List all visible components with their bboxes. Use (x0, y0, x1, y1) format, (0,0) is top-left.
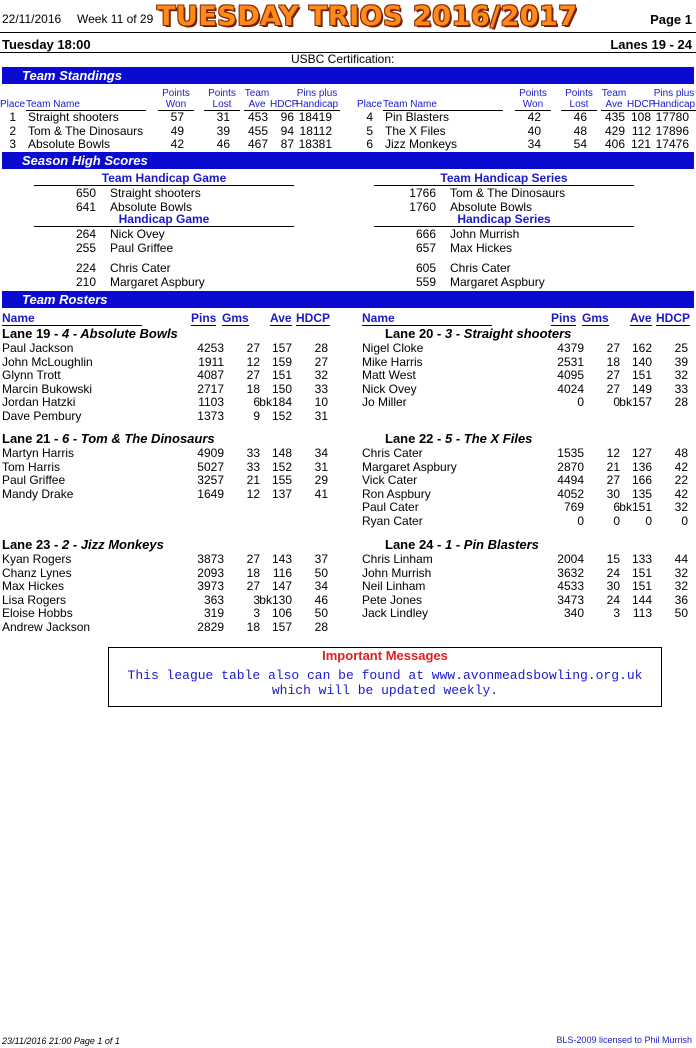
player-average: 162 (631, 341, 652, 355)
player-average: 157 (271, 341, 292, 355)
player-games: 27 (246, 579, 260, 593)
team-hcp-series-score: 1760 (409, 199, 436, 214)
header-points-won-1: Points (519, 88, 547, 99)
standings-pins-plus: 17476 (655, 137, 689, 151)
scratch-series-score: 605 (415, 261, 436, 275)
player-average: bk151 (619, 500, 652, 514)
lane-number: Lane 20 - (385, 326, 442, 341)
player-games: 30 (606, 486, 620, 501)
header-team-ave-1: Team (601, 88, 627, 99)
scratch-game-name: Margaret Aspbury (110, 274, 205, 289)
player-average: 143 (271, 552, 292, 566)
player-name: Pete Jones (362, 592, 423, 607)
messages-title: Important Messages (322, 648, 448, 663)
header-team-name: Team Name (26, 99, 146, 111)
player-handicap: 32 (674, 368, 688, 382)
standings-points-lost: 48 (573, 123, 587, 138)
standings-points-lost: 46 (216, 137, 230, 151)
day-time: Tuesday 18:00 (2, 37, 91, 52)
player-handicap: 32 (674, 565, 688, 580)
player-games: 27 (606, 381, 620, 396)
player-games: 9 (253, 408, 260, 423)
team-hcp-series-name: Tom & The Dinosaurs (450, 186, 566, 200)
player-average: 149 (631, 381, 652, 396)
team-hcp-series-title: Team Handicap Series (440, 171, 568, 185)
hcp-game-name: Paul Griffee (110, 240, 174, 255)
player-pins: 1535 (557, 446, 584, 460)
standings-points-lost: 46 (573, 110, 587, 124)
messages-line1: This league table also can be found at www.avonmeadsbowling.org.uk (127, 668, 643, 683)
player-games: 18 (246, 565, 260, 580)
standings-points-won: 49 (170, 123, 184, 138)
report-date: 22/11/2016 (2, 12, 62, 26)
player-name: Kyan Rogers (2, 552, 72, 566)
lane-team-name: 1 - Pin Blasters (444, 537, 539, 552)
player-pins: 3632 (557, 565, 584, 580)
scratch-series-name: Margaret Aspbury (450, 274, 545, 289)
standings-place: 1 (9, 110, 16, 124)
player-average: 151 (271, 368, 292, 382)
header-points-won-1: Points (162, 88, 190, 99)
standings-team-ave: 429 (604, 123, 625, 138)
player-games: 15 (606, 552, 620, 566)
player-name: Eloise Hobbs (2, 606, 73, 620)
player-pins: 1103 (198, 395, 224, 409)
player-games: 21 (606, 459, 620, 474)
player-name: Lisa Rogers (2, 592, 67, 607)
player-name: Neil Linham (362, 579, 426, 593)
header-hdcp: HDCP (270, 99, 299, 110)
player-handicap: 28 (314, 341, 328, 355)
standings-points-lost: 39 (216, 123, 230, 138)
header-place: Place (0, 99, 26, 110)
roster-header-hdcp: HDCP (296, 311, 331, 325)
standings-hdcp: 112 (631, 123, 651, 138)
player-pins: 5027 (197, 459, 224, 474)
standings-points-won: 42 (170, 137, 184, 151)
player-handicap: 29 (314, 473, 328, 487)
player-name: Max Hickes (2, 579, 65, 593)
lane-number: Lane 19 - (2, 326, 59, 341)
player-name: Chanz Lynes (2, 565, 72, 580)
player-pins: 3257 (197, 473, 224, 487)
player-name: Mike Harris (362, 354, 423, 369)
player-handicap: 32 (674, 579, 688, 593)
player-games: 24 (606, 592, 620, 607)
player-pins: 2004 (557, 552, 584, 566)
player-pins: 1373 (197, 408, 224, 423)
lane-heading (2, 431, 215, 446)
roster-header-name: Name (362, 311, 492, 326)
player-name: Tom Harris (2, 459, 61, 474)
player-name: Dave Pembury (2, 408, 82, 423)
player-average: 151 (631, 368, 652, 382)
standings-team-name: Pin Blasters (385, 110, 450, 124)
standings-hdcp: 94 (280, 123, 294, 138)
lane-heading (2, 326, 178, 341)
player-average: 151 (631, 579, 652, 593)
player-name: Jack Lindley (362, 606, 429, 620)
player-pins: 2717 (197, 381, 224, 396)
player-handicap: 27 (314, 354, 328, 369)
player-name: Jo Miller (362, 395, 407, 409)
player-games: 27 (606, 341, 620, 355)
scratch-game-score: 224 (75, 261, 96, 275)
player-handicap: 36 (674, 592, 688, 607)
hcp-series-title: Handicap Series (457, 212, 551, 226)
player-name: Chris Cater (362, 446, 423, 460)
lane-number: Lane 24 - (385, 537, 442, 552)
team-hcp-game-name: Absolute Bowls (110, 199, 193, 214)
lane-number: Lane 21 - (2, 431, 59, 446)
lane-team-name: 2 - Jizz Monkeys (61, 537, 164, 552)
player-average: 157 (271, 619, 292, 634)
player-average: 152 (271, 459, 292, 474)
player-average: 150 (271, 381, 292, 396)
standings-hdcp: 121 (630, 137, 651, 151)
player-handicap: 34 (314, 446, 328, 460)
header-team-ave-2: Ave (601, 99, 627, 111)
player-average: bk130 (259, 592, 292, 607)
player-pins: 2870 (557, 459, 584, 474)
player-games: 24 (606, 565, 620, 580)
player-pins: 0 (577, 513, 584, 528)
player-average: 113 (632, 606, 652, 620)
player-games: 30 (606, 579, 620, 593)
standings-hdcp: 96 (280, 110, 294, 124)
high-scores-bar (2, 152, 694, 169)
player-pins: 4024 (557, 381, 584, 396)
player-pins: 3973 (197, 579, 224, 593)
player-games: 27 (606, 368, 620, 382)
standings-team-name: The X Files (385, 123, 446, 138)
player-name: Chris Linham (362, 552, 433, 566)
player-pins: 1911 (198, 354, 224, 369)
player-pins: 769 (563, 500, 584, 514)
lane-team-name: 3 - Straight shooters (444, 326, 572, 341)
team-hcp-game-score: 641 (75, 199, 96, 214)
player-games: 0 (613, 513, 620, 528)
header-points-lost-1: Points (208, 88, 236, 99)
header-points-lost-2: Lost (204, 99, 240, 111)
rosters-bar (2, 291, 694, 308)
player-handicap: 22 (674, 473, 688, 487)
player-handicap: 50 (314, 565, 328, 580)
player-handicap: 37 (314, 552, 328, 566)
player-name: Paul Griffee (2, 473, 66, 487)
player-average: 159 (271, 354, 292, 369)
player-handicap: 42 (674, 459, 688, 474)
standings-pins-plus: 17780 (655, 110, 689, 124)
standings-bar (2, 67, 694, 84)
roster-header-ave: Ave (630, 311, 652, 325)
team-hcp-game-score: 650 (75, 186, 96, 200)
player-games: 3 (253, 606, 260, 620)
player-pins: 4533 (557, 579, 584, 593)
lane-heading (385, 537, 539, 552)
player-average: 137 (271, 486, 292, 501)
player-games: 0 (613, 395, 620, 409)
standings-points-lost: 54 (573, 137, 587, 151)
roster-header-pins: Pins (191, 311, 217, 325)
header-pins-plus-2: Handicap (295, 99, 339, 110)
page-number: Page 1 (650, 12, 692, 27)
standings-place: 3 (9, 137, 16, 151)
player-name: Vick Cater (362, 473, 418, 487)
player-name: Ron Aspbury (362, 486, 431, 501)
player-games: 12 (246, 486, 260, 501)
header-hdcp: HDCP (627, 99, 656, 110)
player-games: 27 (246, 552, 260, 566)
standings-hdcp: 87 (280, 137, 294, 151)
player-pins: 4253 (197, 341, 224, 355)
player-name: Paul Cater (362, 500, 419, 514)
player-average: 127 (631, 446, 652, 460)
player-name: John Murrish (362, 565, 432, 580)
hcp-series-name: Max Hickes (450, 240, 513, 255)
standings-team-name: Straight shooters (28, 110, 119, 124)
scratch-series-name: Chris Cater (450, 261, 511, 275)
hcp-series-score: 666 (415, 227, 436, 241)
player-name: Jordan Hatzki (2, 395, 76, 409)
hcp-series-score: 657 (415, 240, 436, 255)
header-team-ave-1: Team (244, 88, 270, 99)
player-average: bk184 (259, 395, 292, 409)
standings-pins-plus: 18381 (298, 137, 332, 151)
standings-hdcp: 108 (630, 110, 651, 124)
player-pins: 363 (203, 592, 224, 607)
league-title: TUESDAY TRIOS 2016/2017 (157, 1, 578, 32)
player-average: 155 (271, 473, 292, 487)
player-handicap: 42 (674, 486, 688, 501)
player-average: 166 (631, 473, 652, 487)
messages-line2: which will be updated weekly. (271, 683, 499, 698)
footer-printed: 23/11/2016 21:00 Page 1 of 1 (2, 1036, 120, 1046)
player-handicap: 28 (314, 619, 328, 634)
player-games: 18 (606, 354, 620, 369)
standings-points-won: 40 (527, 123, 541, 138)
standings-pins-plus: 17896 (655, 123, 689, 138)
player-games: 33 (246, 446, 260, 460)
player-games: 6 (253, 395, 260, 409)
player-games: 3 (253, 592, 260, 607)
player-average: 148 (271, 446, 292, 460)
player-average: 144 (631, 592, 652, 607)
header-pins-plus-1: Pins plus (653, 88, 695, 99)
player-pins: 2829 (197, 619, 224, 634)
team-hcp-series-name: Absolute Bowls (450, 199, 533, 214)
standings-points-won: 34 (527, 137, 541, 151)
standings-title: Team Standings (22, 68, 122, 83)
player-games: 27 (606, 473, 620, 487)
header-pins-plus-1: Pins plus (296, 88, 338, 99)
player-handicap: 25 (674, 341, 688, 355)
player-name: Andrew Jackson (2, 619, 91, 634)
player-average: 106 (271, 606, 292, 620)
player-name: Margaret Aspbury (362, 459, 457, 474)
hcp-game-title: Handicap Game (118, 212, 210, 226)
standings-place: 4 (366, 110, 373, 124)
player-average: 152 (271, 408, 292, 423)
player-pins: 4087 (197, 368, 224, 382)
standings-team-name: Tom & The Dinosaurs (28, 123, 144, 138)
team-hcp-game-title: Team Handicap Game (101, 171, 227, 185)
player-average: 135 (631, 486, 652, 501)
header-pins-plus-2: Handicap (652, 99, 696, 110)
player-handicap: 31 (314, 408, 328, 423)
player-handicap: 0 (681, 513, 688, 528)
hcp-game-score: 264 (75, 227, 96, 241)
player-name: Nigel Cloke (362, 341, 424, 355)
header-points-won-2: Won (158, 99, 194, 111)
hcp-series-name: John Murrish (450, 227, 520, 241)
player-handicap: 34 (314, 579, 328, 593)
scratch-game-score: 210 (75, 274, 96, 289)
high-scores-title: Season High Scores (22, 153, 148, 168)
roster-header-pins: Pins (551, 311, 577, 325)
scratch-series-score: 559 (415, 274, 436, 289)
player-name: Glynn Trott (2, 368, 61, 382)
player-games: 33 (246, 459, 260, 474)
roster-header-hdcp: HDCP (656, 311, 691, 325)
standings-points-won: 42 (527, 110, 541, 124)
lane-team-name: 4 - Absolute Bowls (61, 326, 178, 341)
roster-header-ave: Ave (270, 311, 292, 325)
roster-header-gms: Gms (222, 311, 249, 325)
player-average: 0 (645, 513, 652, 528)
roster-header-gms: Gms (582, 311, 609, 325)
player-games: 27 (246, 368, 260, 382)
player-games: 6 (613, 500, 620, 514)
player-name: Marcin Bukowski (2, 381, 93, 396)
lane-heading (385, 431, 532, 446)
rosters-title: Team Rosters (22, 292, 108, 307)
player-games: 27 (246, 341, 260, 355)
header-points-lost-2: Lost (561, 99, 597, 111)
player-handicap: 50 (314, 606, 328, 620)
standings-team-ave: 455 (247, 123, 268, 138)
standings-pins-plus: 18419 (298, 110, 332, 124)
header-points-lost-1: Points (565, 88, 593, 99)
standings-team-ave: 406 (604, 137, 625, 151)
hcp-game-score: 255 (75, 240, 96, 255)
player-games: 18 (246, 619, 260, 634)
lanes-range: Lanes 19 - 24 (610, 37, 692, 52)
lane-heading (385, 326, 571, 341)
player-handicap: 41 (314, 486, 328, 501)
player-handicap: 32 (674, 500, 688, 514)
player-average: bk157 (619, 395, 652, 409)
player-pins: 340 (563, 606, 584, 620)
player-pins: 4494 (557, 473, 584, 487)
player-handicap: 44 (674, 552, 688, 566)
header-points-won-2: Won (515, 99, 551, 111)
player-games: 3 (613, 606, 620, 620)
footer-license: BLS-2009 licensed to Phil Murrish (556, 1035, 692, 1045)
player-pins: 4909 (197, 446, 224, 460)
standings-place: 6 (366, 137, 373, 151)
standings-points-lost: 31 (216, 110, 230, 124)
player-handicap: 33 (314, 381, 328, 396)
player-name: Mandy Drake (2, 486, 74, 501)
player-pins: 4379 (557, 341, 584, 355)
player-name: Nick Ovey (362, 381, 417, 396)
lane-team-name: 5 - The X Files (444, 431, 533, 446)
player-games: 21 (246, 473, 260, 487)
player-games: 18 (246, 381, 260, 396)
week-label: Week 11 of 29 (77, 12, 154, 26)
header-place: Place (357, 99, 383, 110)
player-average: 151 (631, 565, 652, 580)
player-average: 147 (271, 579, 292, 593)
standings-team-name: Absolute Bowls (28, 137, 111, 151)
standings-place: 5 (366, 123, 373, 138)
team-hcp-game-name: Straight shooters (110, 186, 201, 200)
player-handicap: 31 (314, 459, 328, 474)
player-games: 12 (606, 446, 620, 460)
player-name: Paul Jackson (2, 341, 74, 355)
player-average: 116 (272, 565, 292, 580)
lane-heading (2, 537, 164, 552)
scratch-game-name: Chris Cater (110, 261, 171, 275)
player-pins: 1649 (197, 486, 224, 501)
player-handicap: 39 (674, 354, 688, 369)
lane-number: Lane 22 - (385, 431, 442, 446)
player-handicap: 46 (314, 592, 328, 607)
player-pins: 3873 (197, 552, 224, 566)
player-name: Matt West (362, 368, 416, 382)
standings-team-ave: 467 (247, 137, 268, 151)
player-pins: 2093 (197, 565, 224, 580)
player-handicap: 10 (314, 395, 328, 409)
hcp-game-name: Nick Ovey (110, 227, 165, 241)
player-name: John McLoughlin (2, 354, 93, 369)
player-pins: 4052 (557, 486, 584, 501)
standings-place: 2 (9, 123, 16, 138)
player-pins: 0 (577, 395, 584, 409)
standings-team-ave: 453 (247, 110, 268, 124)
player-average: 140 (631, 354, 652, 369)
standings-team-name: Jizz Monkeys (385, 137, 458, 151)
player-name: Martyn Harris (2, 446, 75, 460)
player-games: 12 (246, 354, 260, 369)
player-handicap: 50 (674, 606, 688, 620)
standings-points-won: 57 (170, 110, 184, 124)
lane-number: Lane 23 - (2, 537, 59, 552)
lane-team-name: 6 - Tom & The Dinosaurs (61, 431, 215, 446)
roster-header-name: Name (2, 311, 142, 326)
player-handicap: 33 (674, 381, 688, 396)
player-pins: 319 (203, 606, 224, 620)
header-team-ave-2: Ave (244, 99, 270, 111)
player-handicap: 32 (314, 368, 328, 382)
header-team-name: Team Name (383, 99, 503, 111)
player-average: 133 (631, 552, 652, 566)
player-handicap: 48 (674, 446, 688, 460)
standings-pins-plus: 18112 (299, 123, 332, 138)
player-pins: 3473 (557, 592, 584, 607)
player-pins: 4095 (557, 368, 584, 382)
player-handicap: 28 (674, 395, 688, 409)
player-pins: 2531 (557, 354, 584, 369)
player-name: Ryan Cater (362, 513, 423, 528)
team-hcp-series-score: 1766 (409, 186, 436, 200)
certification: USBC Certification: (291, 52, 395, 66)
player-average: 136 (631, 459, 652, 474)
standings-team-ave: 435 (604, 110, 625, 124)
